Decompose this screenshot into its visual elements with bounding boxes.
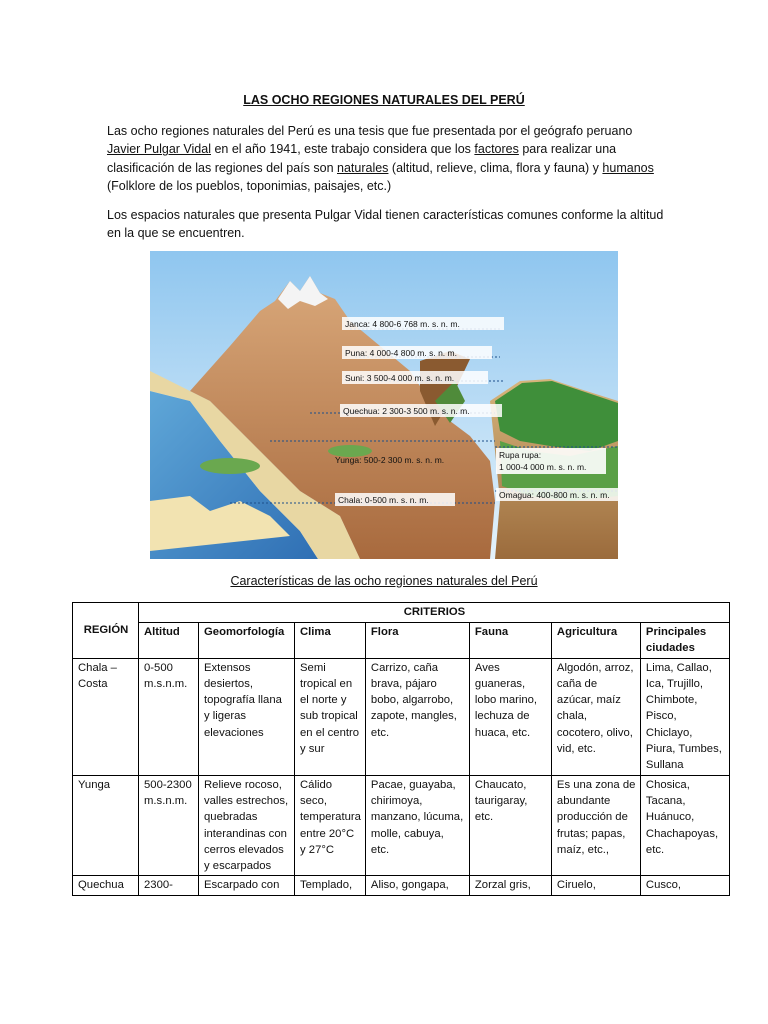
humanos-link[interactable]: humanos (602, 160, 654, 175)
rupa-rupa-altitude-label: 1 000-4 000 m. s. n. m. (499, 462, 587, 472)
intro-text: en el año 1941, este trabajo considera que los (211, 142, 475, 157)
table-cell: Es una zona de abundante producción de frutas; papas, maíz, etc., (551, 775, 640, 876)
omagua-label: Omagua: 400-800 m. s. n. m. (499, 490, 610, 500)
table-cell: Carrizo, caña brava, pájaro bobo, algarrobo, zapote, mangles, etc. (365, 658, 469, 775)
rupa-rupa-label: Rupa rupa: (499, 450, 542, 460)
table-cell: Aliso, gongapa, (365, 876, 469, 895)
table-row (73, 658, 730, 775)
intro-text: Las ocho regiones naturales del Perú es una tesis que fue presentada por el geógrafo peruano (107, 124, 633, 138)
region-header: REGIÓN (73, 603, 139, 659)
table-cell: Extensos desiertos, topografía llana y ligeras elevaciones (199, 658, 295, 775)
intro-text: (altitud, relieve, clima, flora y fauna) y (388, 160, 603, 175)
intro-paragraph (107, 122, 667, 196)
column-header: Agricultura (551, 623, 640, 659)
table-caption: Características de las ocho regiones naturales del Perú (230, 574, 538, 588)
table-cell: Aves guaneras, lobo marino, lechuza de huaca, etc. (469, 658, 551, 775)
chala-label: Chala: 0-500 m. s. n. m. (338, 495, 429, 505)
column-header: Clima (295, 623, 366, 659)
table-row (73, 775, 730, 876)
table-cell: Cálido seco, temperatura entre 20°C y 27°C (295, 775, 366, 876)
quechua-label: Quechua: 2 300-3 500 m. s. n. m. (343, 406, 470, 416)
table-cell: Pacae, guayaba, chirimoya, manzano, lúcuma, molle, cabuya, etc. (365, 775, 469, 876)
column-header: Geomorfología (199, 623, 295, 659)
regions-illustration (150, 251, 618, 559)
column-header: Principales ciudades (640, 623, 729, 659)
table-cell: Cusco, (640, 876, 729, 895)
criterios-header: CRITERIOS (139, 603, 730, 623)
intro-text: (Folklore de los pueblos, toponimias, paisajes, etc.) (107, 179, 392, 194)
table-row (73, 876, 730, 895)
table-header-row (73, 603, 730, 623)
factores-link[interactable]: factores (474, 142, 519, 157)
table-cell: Chaucato, taurigaray, etc. (469, 775, 551, 876)
table-cell: Escarpado con (199, 876, 295, 895)
table-cell: 500-2300 m.s.n.m. (139, 775, 199, 876)
naturales-link[interactable]: naturales (337, 160, 389, 175)
table-cell: Chosica, Tacana, Huánuco, Chachapoyas, etc. (640, 775, 729, 876)
table-cell: Ciruelo, (551, 876, 640, 895)
table-cell: Zorzal gris, (469, 876, 551, 895)
table-cell: Relieve rocoso, valles estrechos, quebradas interandinas con cerros elevados y escarpados (199, 775, 295, 876)
table-column-headers (73, 623, 730, 659)
janca-label: Janca: 4 800-6 768 m. s. n. m. (345, 319, 460, 329)
table-cell: Semi tropical en el norte y sub tropical en el centro y sur (295, 658, 366, 775)
region-cell: Quechua (73, 876, 139, 895)
author-link[interactable]: Javier Pulgar Vidal (107, 142, 211, 157)
region-cell: Chala – Costa (73, 658, 139, 775)
column-header: Flora (365, 623, 469, 659)
table-cell: Lima, Callao, Ica, Trujillo, Chimbote, Pisco, Chiclayo, Piura, Tumbes, Sullana (640, 658, 729, 775)
region-cell: Yunga (73, 775, 139, 876)
altitude-paragraph: Los espacios naturales que presenta Pulgar Vidal tienen características comunes conforme la altitud en la que se encuentren. (107, 208, 664, 241)
yunga-label: Yunga: 500-2 300 m. s. n. m. (335, 455, 445, 465)
puna-label: Puna: 4 000-4 800 m. s. n. m. (345, 348, 457, 358)
page-title: LAS OCHO REGIONES NATURALES DEL PERÚ (243, 93, 525, 107)
column-header: Fauna (469, 623, 551, 659)
intro-text: para realizar una clasificación de las regiones del país son (107, 142, 617, 175)
table-cell: Templado, (295, 876, 366, 895)
column-header: Altitud (139, 623, 199, 659)
suni-label: Suni: 3 500-4 000 m. s. n. m. (345, 373, 455, 383)
table-cell: Algodón, arroz, caña de azúcar, maíz chala, cocotero, olivo, vid, etc. (551, 658, 640, 775)
table-cell: 0-500 m.s.n.m. (139, 658, 199, 775)
regions-table (72, 602, 730, 896)
table-cell: 2300- (139, 876, 199, 895)
